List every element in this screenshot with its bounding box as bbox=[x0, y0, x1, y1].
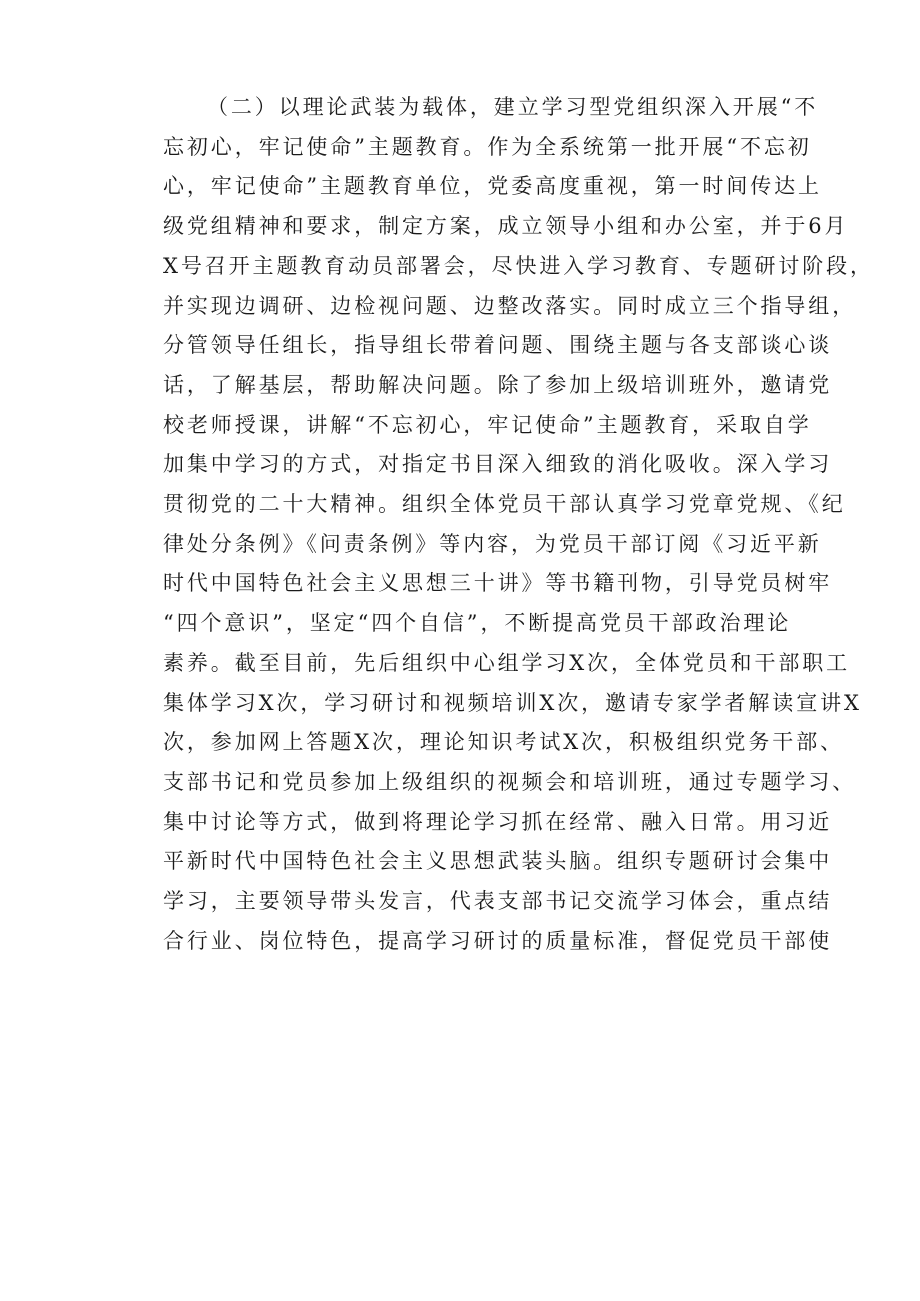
text-line: “四个意识”，坚定“四个自信”，不断提高党员干部政治理论 bbox=[163, 611, 792, 636]
text-line: 贯彻党的二十大精神。组织全体党员干部认真学习党章党规、《纪 bbox=[163, 492, 846, 517]
text-line: 并实现边调研、边检视问题、边整改落实。同时成立三个指导组， bbox=[163, 293, 857, 318]
text-line: 学习，主要领导带头发言，代表支部书记交流学习体会，重点结 bbox=[163, 889, 833, 914]
text-line: 合行业、岗位特色，提高学习研讨的质量标准，督促党员干部使 bbox=[163, 928, 833, 953]
text-line: 平新时代中国特色社会主义思想武装头脑。组织专题研讨会集中 bbox=[163, 849, 833, 874]
text-line: 次，参加网上答题X次，理论知识考试X次，积极组织党务干部、 bbox=[163, 730, 844, 755]
text-line: 律处分条例》《问责条例》等内容，为党员干部订阅《习近平新 bbox=[163, 531, 822, 556]
text-line: 时代中国特色社会主义思想三十讲》等书籍刊物，引导党员树牢 bbox=[163, 571, 833, 596]
text-line: 心，牢记使命”主题教育单位，党委高度重视，第一时间传达上 bbox=[163, 174, 822, 199]
text-line: 素养。截至目前，先后组织中心组学习X次，全体党员和干部职工 bbox=[163, 650, 851, 675]
text-line: 分管领导任组长，指导组长带着问题、围绕主题与各支部谈心谈 bbox=[163, 333, 833, 358]
text-line: （二）以理论武装为载体，建立学习型党组织深入开展“不 bbox=[207, 95, 819, 119]
text-line: 校老师授课，讲解“不忘初心，牢记使命”主题教育，采取自学 bbox=[163, 412, 812, 437]
text-line: 集中讨论等方式，做到将理论学习抓在经常、融入日常。用习近 bbox=[163, 809, 833, 834]
text-line: 支部书记和党员参加上级组织的视频会和培训班，通过专题学习、 bbox=[163, 769, 857, 794]
text-line: 话，了解基层，帮助解决问题。除了参加上级培训班外，邀请党 bbox=[163, 372, 833, 397]
text-line: 级党组精神和要求，制定方案，成立领导小组和办公室，并于6月 bbox=[163, 214, 849, 239]
text-line: 加集中学习的方式，对指定书目深入细致的消化吸收。深入学习 bbox=[163, 452, 833, 477]
text-line: X号召开主题教育动员部署会，尽快进入学习教育、专题研讨阶段， bbox=[163, 253, 874, 278]
text-line: 忘初心，牢记使命”主题教育。作为全系统第一批开展“不忘初 bbox=[163, 134, 812, 159]
body-paragraph bbox=[163, 88, 874, 961]
text-line: 集体学习X次，学习研讨和视频培训X次，邀请专家学者解读宣讲X bbox=[163, 690, 862, 715]
